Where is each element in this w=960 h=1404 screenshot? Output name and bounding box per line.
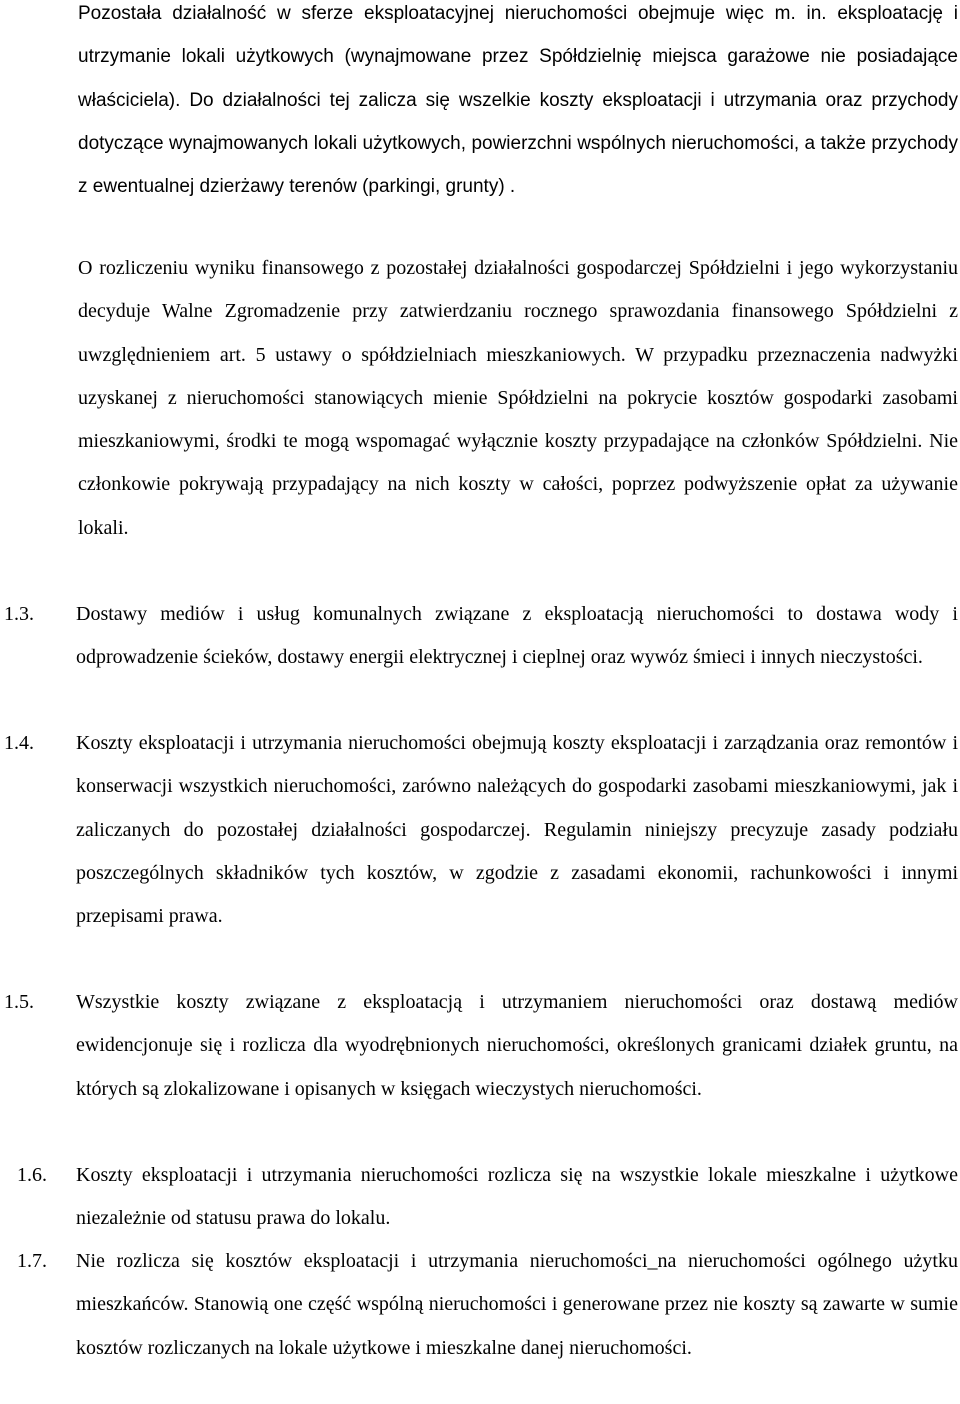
list-item-1-6 <box>0 1154 958 1230</box>
list-item-text: Koszty eksploatacji i utrzymania nieruchomości rozlicza się na wszystkie lokale mieszkalne i użytkowe niezależnie od statusu prawa do lokalu. <box>76 1164 958 1230</box>
list-item-1-4 <box>0 722 958 928</box>
list-item-text: Nie rozlicza się kosztów eksploatacji i utrzymania nieruchomości_na nieruchomości ogólnego użytku mieszkańców. Stanowią one część wspólną nieruchomości i generowane przez nie koszty są zawarte w sumie kosztów rozliczanych na lokale użytkowe i mieszkalne danej nieruchomości. <box>76 1250 958 1359</box>
list-item-text: Dostawy mediów i usług komunalnych związane z eksploatacją nieruchomości to dostawa wody i odprowadzenie ścieków, dostawy energii elektrycznej i cieplnej oraz wywóz śmieci i innych nieczystości. <box>76 603 958 669</box>
list-item-text: Wszystkie koszty związane z eksploatacją i utrzymaniem nieruchomości oraz dostawą mediów ewidencjonuje się i rozlicza dla wyodrębnionych nieruchomości, określonych granicami działek gruntu, na których są zlokalizowane i opisanych w księgach wieczystych nieruchomości. <box>76 991 958 1100</box>
list-item-1-5 <box>0 981 958 1100</box>
list-item-number: 1.6. <box>17 1164 47 1186</box>
list-item-number: 1.4. <box>4 732 34 754</box>
list-item-number: 1.3. <box>4 603 34 625</box>
intro-paragraph-financial-result: O rozliczeniu wyniku finansowego z pozostałej działalności gospodarczej Spółdzielni i jego wykorzystaniu decyduje Walne Zgromadzenie przy zatwierdzaniu rocznego sprawozdania finansowego Spółdzielni z uwzględnieniem art. 5 ustawy o spółdzielniach mieszkaniowych. W przypadku przeznaczenia nadwyżki uzyskanej z nieruchomości stanowiących mienie Spółdzielni na pokrycie kosztów gospodarki zasobami mieszkaniowymi, środki te mogą wspomagać wyłącznie koszty przypadające na członków Spółdzielni. Nie członkowie pokrywają przypadający na nich koszty w całości, poprzez podwyższenie opłat za używanie lokali. <box>78 257 958 539</box>
list-item-1-3 <box>0 593 958 669</box>
list-item-number: 1.7. <box>17 1250 47 1272</box>
list-item-number: 1.5. <box>4 991 34 1013</box>
intro-paragraph-other-activity: Pozostała działalność w sferze eksploatacyjnej nieruchomości obejmuje więc m. in. eksploatację i utrzymanie lokali użytkowych (wynajmowane przez Spółdzielnię miejsca garażowe nie posiadające właściciela). Do działalności tej zalicza się wszelkie koszty eksploatacji i utrzymania oraz przychody dotyczące wynajmowanych lokali użytkowych, powierzchni wspólnych nieruchomości, a także przychody z ewentualnej dzierżawy terenów (parkingi, grunty) . <box>78 3 958 198</box>
list-item-1-7 <box>0 1240 958 1359</box>
list-item-text: Koszty eksploatacji i utrzymania nieruchomości obejmują koszty eksploatacji i zarządzania oraz remontów i konserwacji wszystkich nieruchomości, zarówno należących do gospodarki zasobami mieszkaniowymi, jak i zaliczanych do pozostałej działalności gospodarczej. Regulamin niniejszy precyzuje zasady podziału poszczególnych składników tych kosztów, w zgodzie z zasadami ekonomii, rachunkowości i innymi przepisami prawa. <box>76 732 958 928</box>
